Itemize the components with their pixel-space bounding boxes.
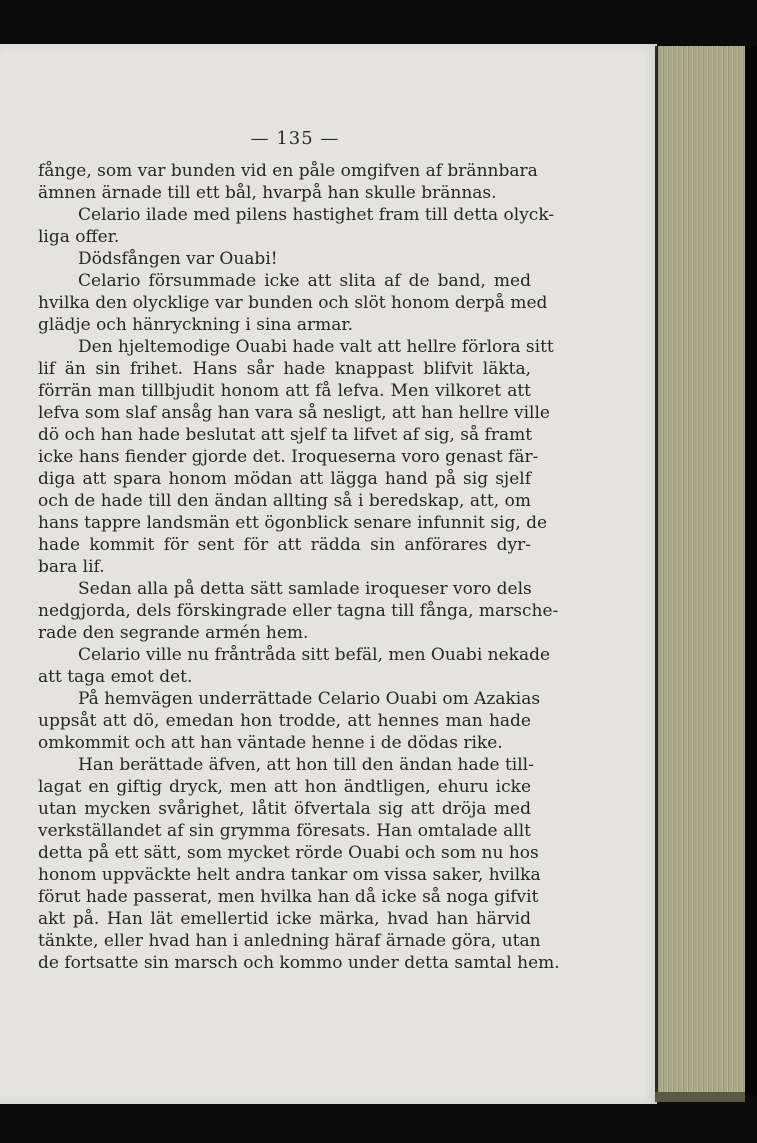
text-line: ämnen ärnade till ett bål, hvarpå han skulle brännas. xyxy=(38,183,497,203)
text-line: glädje och hänryckning i sina armar. xyxy=(38,315,354,335)
text-line: Han berättade äfven, att hon till den ändan hade till- xyxy=(78,755,534,775)
text-line: hans tappre landsmän ett ögonblick senare infunnit sig, de xyxy=(38,513,548,533)
text-line: uppsåt att dö, emedan hon trodde, att hennes man hade xyxy=(38,711,531,731)
text-line: förut hade passerat, men hvilka han då icke så noga gifvit xyxy=(38,887,539,907)
page-number: — 135 — xyxy=(250,128,340,149)
text-line: akt på. Han lät emellertid icke märka, hvad han härvid xyxy=(38,909,531,929)
text-line: hvilka den olycklige var bunden och slöt honom derpå med xyxy=(38,293,548,313)
book-page-edges xyxy=(655,46,748,1096)
text-line: omkommit och att han väntade henne i de dödas rike. xyxy=(38,733,503,753)
text-line: rade den segrande armén hem. xyxy=(38,623,309,643)
text-line: bara lif. xyxy=(38,557,105,577)
text-line: honom uppväckte helt andra tankar om vissa saker, hvilka xyxy=(38,865,541,885)
background-shadow xyxy=(745,46,757,1096)
text-line: Dödsfången var Ouabi! xyxy=(78,249,278,269)
text-line: nedgjorda, dels förskingrade eller tagna till fånga, marsche- xyxy=(38,601,559,621)
text-line: fånge, som var bunden vid en påle omgifven af brännbara xyxy=(38,161,538,181)
text-line: hade kommit för sent för att rädda sin anförares dyr- xyxy=(38,535,531,555)
text-line: tänkte, eller hvad han i anledning häraf ärnade göra, utan xyxy=(38,931,541,951)
text-line: utan mycken svårighet, låtit öfvertala sig att dröja med xyxy=(38,799,531,819)
text-line: Celario försummade icke att slita af de band, med xyxy=(78,271,531,291)
text-line: de fortsatte sin marsch och kommo under detta samtal hem. xyxy=(38,953,560,973)
text-line: förrän man tillbjudit honom att få lefva. Men vilkoret att xyxy=(38,381,531,401)
text-line: att taga emot det. xyxy=(38,667,193,687)
text-line: Celario ilade med pilens hastighet fram till detta olyck- xyxy=(78,205,555,225)
text-line: Den hjeltemodige Ouabi hade valt att hellre förlora sitt xyxy=(78,337,554,357)
text-line: och de hade till den ändan allting så i beredskap, att, om xyxy=(38,491,531,511)
text-line: liga offer. xyxy=(38,227,120,247)
text-line: Celario ville nu fråntråda sitt befäl, men Ouabi nekade xyxy=(78,645,551,665)
text-line: lagat en giftig dryck, men att hon ändtligen, ehuru icke xyxy=(38,777,531,797)
text-line: diga att spara honom mödan att lägga hand på sig sjelf xyxy=(38,469,531,489)
book-cover-bottom xyxy=(655,1092,745,1102)
body-text xyxy=(38,160,560,974)
text-line: Sedan alla på detta sätt samlade iroqueser voro dels xyxy=(78,579,532,599)
text-line: På hemvägen underrättade Celario Ouabi om Azakias xyxy=(78,689,541,709)
text-line: lif än sin frihet. Hans sår hade knappast blifvit läkta, xyxy=(38,359,531,379)
text-line: verkställandet af sin grymma föresats. Han omtalade allt xyxy=(38,821,531,841)
text-line: dö och han hade beslutat att sjelf ta lifvet af sig, så framt xyxy=(38,425,533,445)
text-line: icke hans fiender gjorde det. Iroqueserna voro genast fär- xyxy=(38,447,539,467)
text-line: lefva som slaf ansåg han vara så nesligt, att han hellre ville xyxy=(38,403,550,423)
text-line: detta på ett sätt, som mycket rörde Ouabi och som nu hos xyxy=(38,843,539,863)
